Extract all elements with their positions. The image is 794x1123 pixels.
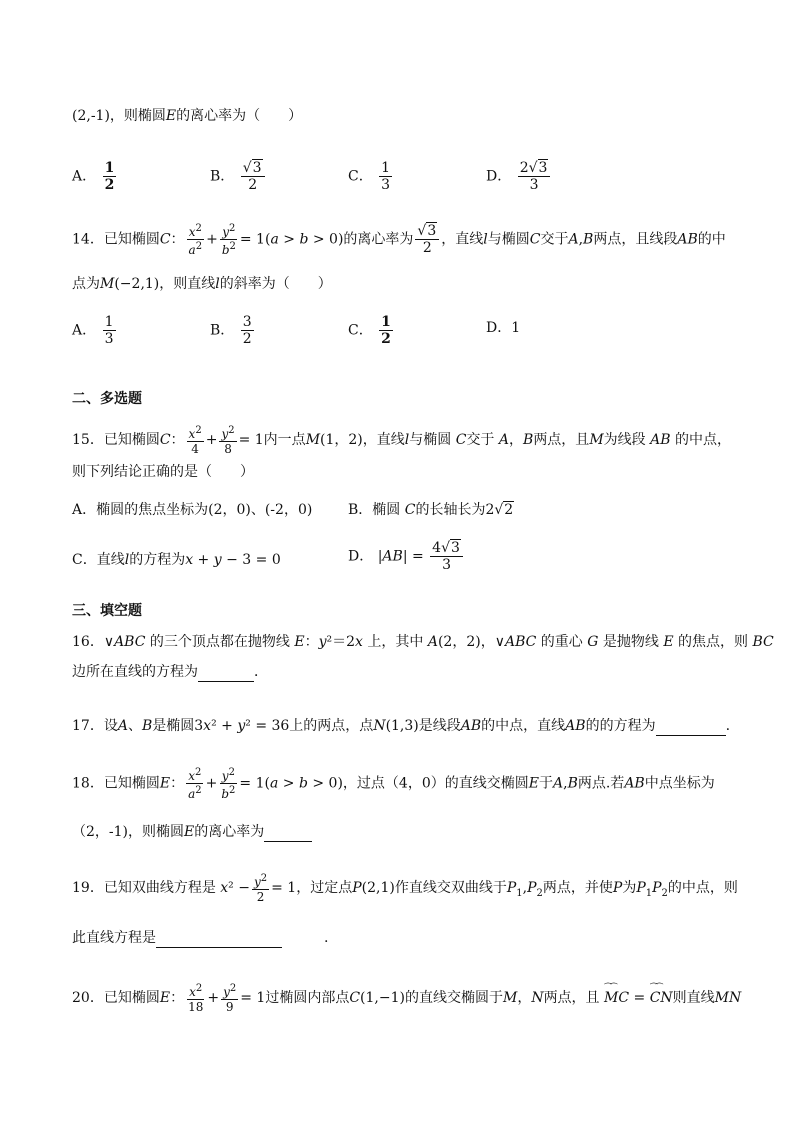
q15-option-a: A．椭圆的焦点坐标为(2，0)、(-2，0) [72, 502, 313, 518]
q16-line1: 16．∨ABC 的三个顶点都在抛物线 E：y²＝2x 上，其中 A(2，2)，∨ABC 的重心 G 是抛物线 E 的焦点，则 BC [72, 634, 774, 650]
q19-line1: 19．已知双曲线方程是 x² − $\frac{y^2}{2}$ = 1，过定点P(2,1)作直线交双曲线于$P_1,P_2$两点，并使P为$P_1P_2$的中点，则 [72, 873, 738, 904]
q14-option-c: C． $\frac{1}{2}$ [348, 314, 391, 347]
q19-line2: 此直线方程是 . [72, 930, 329, 946]
q13-option-a: A． $\frac{1}{2}$ [72, 160, 115, 193]
q13-option-c: C． $\frac{1}{3}$ [348, 160, 391, 193]
q13-option-b: B． $\frac{√3}{2}$ [210, 160, 267, 193]
q14-option-b: B． $\frac{3}{2}$ [210, 314, 252, 347]
section-fill-blank: 三、填空题 [72, 603, 142, 619]
section-multi-choice: 二、多选题 [72, 391, 142, 407]
q18-line1: 18．已知椭圆E： $\frac{x^2}{a^2}$ + $\frac{y^2}{b^2}$ = 1(a > b > 0)，过点（4，0）的直线交椭圆E于A,B两点.若AB中点坐标为 [72, 767, 715, 801]
q13-option-d: D． $\frac{2√3}{3}$ [486, 160, 552, 193]
q15-option-d: D． |AB| = $\frac{4√3}{3}$ [348, 540, 465, 573]
q16-line2: 边所在直线的方程为 ． [72, 664, 268, 680]
q17-line: 17．设A、B是椭圆3x² + y² = 36上的两点，点N(1,3)是线段AB的中点，直线AB的的方程为 . [72, 718, 731, 734]
q14-option-d: D．1 [486, 320, 521, 336]
q14-option-a: A． $\frac{1}{3}$ [72, 314, 114, 347]
q15-line1: 15．已知椭圆C： $\frac{x^2}{4}$ + $\frac{y^2}{8}$ = 1内一点M(1，2)，直线l与椭圆 C交于 A，B两点，且M为线段 AB 的中点， [72, 425, 731, 456]
q14-line1: 14．已知椭圆C： $\frac{x^2}{a^2}$ + $\frac{y^2}{b^2}$ = 1(a > b > 0)的离心率为 $\frac{√3}{2}$ ，直线l与椭圆C交于A,B两点，且线段AB的中 [72, 223, 726, 257]
q15-option-b: B．椭圆 C的长轴长为2√2 [348, 502, 514, 518]
q15-option-c: C．直线l的方程为x + y − 3 = 0 [72, 552, 281, 568]
q20-line1: 20．已知椭圆E： $\frac{x^2}{18}$ + $\frac{y^2}{9}$ = 1过椭圆内部点C(1,−1)的直线交椭圆于M，N两点，且 ⏜⏜ MC = ⏜⏜ CN则直线MN [72, 982, 741, 1014]
q18-line2: （2，-1)，则椭圆E的离心率为 [72, 822, 312, 842]
q13-tail [72, 106, 302, 126]
q13-tail-text: (2,-1)，则椭圆E的离心率为（ ） [72, 108, 303, 124]
q15-line2: 则下列结论正确的是（ ） [72, 464, 254, 480]
q14-line2: 点为M(−2,1)，则直线l的斜率为（ ） [72, 276, 332, 292]
